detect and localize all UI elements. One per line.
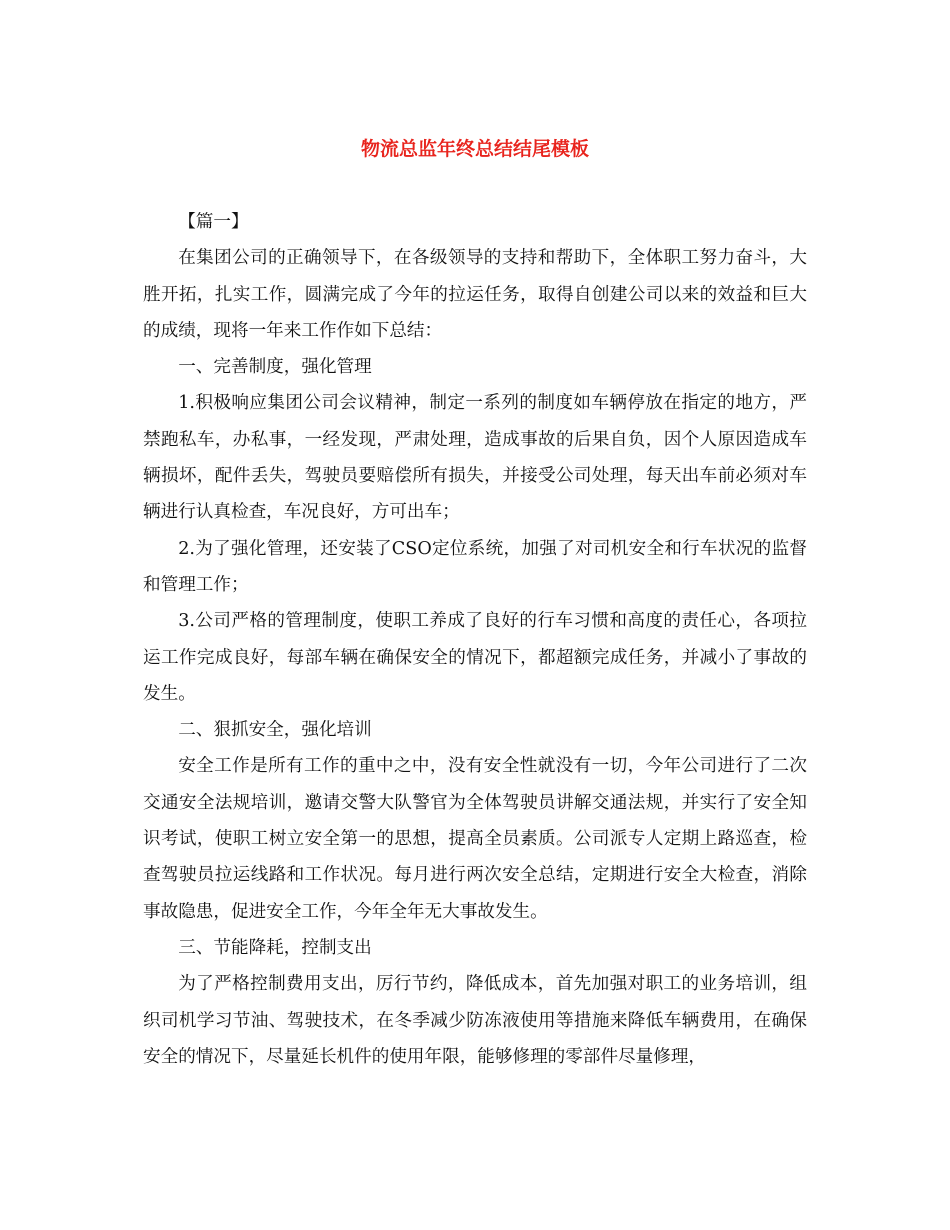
heading-safety-training: 二、狠抓安全，强化培训: [178, 720, 372, 741]
item-3-paragraph: 3.公司严格的管理制度，使职工养成了良好的行车习惯和高度的责任心，各项拉运工作完成良好，每部车辆在确保安全的情况下，都超额完成任务，并减小了事故的发生。: [143, 611, 807, 704]
energy-paragraph: 为了严格控制费用支出，厉行节约，降低成本，首先加强对职工的业务培训，组织司机学习节油、驾驶技术，在冬季减少防冻液使用等措施来降低车辆费用，在确保安全的情况下，尽量延长机件的使用年限，能够修理的零部件尽量修理，: [143, 974, 807, 1067]
safety-paragraph: 安全工作是所有工作的重中之中，没有安全性就没有一切，今年公司进行了二次交通安全法规培训，邀请交警大队警官为全体驾驶员讲解交通法规，并实行了安全知识考试，使职工树立安全第一的思想，提高全员素质。公司派专人定期上路巡查，检查驾驶员拉运线路和工作状况。每月进行两次安全总结，定期进行安全大检查，消除事故隐患，促进安全工作，今年全年无大事故发生。: [143, 756, 807, 922]
intro-paragraph: 在集团公司的正确领导下，在各级领导的支持和帮助下，全体职工努力奋斗，大胜开拓，扎实工作，圆满完成了今年的拉运任务，取得自创建公司以来的效益和巨大的成绩，现将一年来工作作如下总结：: [143, 248, 807, 341]
item-1-paragraph: 1.积极响应集团公司会议精神，制定一系列的制度如车辆停放在指定的地方，严禁跑私车，办私事，一经发现，严肃处理，造成事故的后果自负，因个人原因造成车辆损坏，配件丢失，驾驶员要赔偿所有损失，并接受公司处理，每天出车前必须对车辆进行认真检查，车况良好，方可出车；: [143, 393, 807, 523]
heading-system-management: 一、完善制度，强化管理: [178, 357, 372, 378]
item-2-paragraph: 2.为了强化管理，还安装了CSO定位系统，加强了对司机安全和行车状况的监督和管理工作；: [143, 538, 807, 595]
document-title: 物流总监年终总结结尾模板: [360, 138, 589, 160]
heading-energy-saving: 三、节能降耗，控制支出: [178, 937, 372, 958]
section-label: 【篇一】: [178, 212, 249, 232]
document-body: [143, 204, 807, 1075]
